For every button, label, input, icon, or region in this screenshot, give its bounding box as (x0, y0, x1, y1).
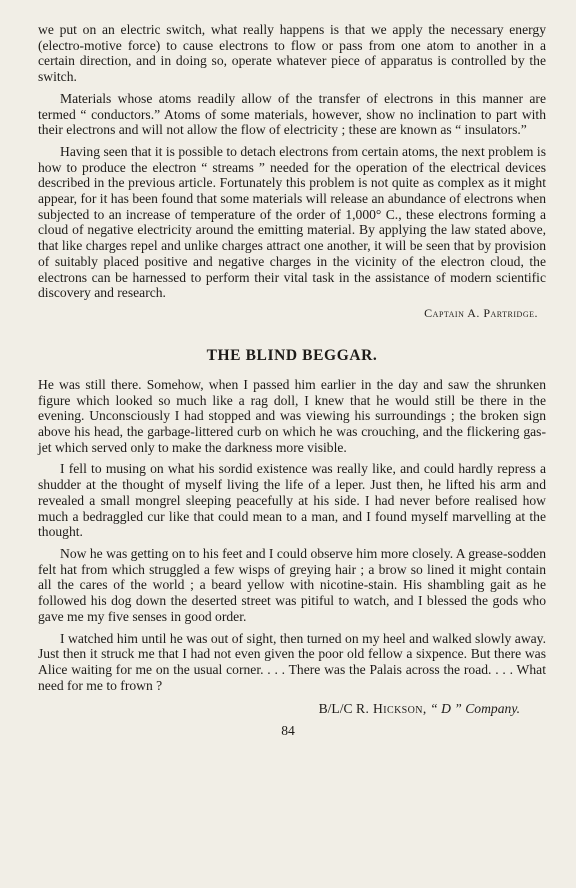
page-number: 84 (281, 723, 295, 739)
paragraph: we put on an electric switch, what really happens is that we apply the necessary energy (electro-motive force) to cause electrons to flow or pass from one atom to another in a certain direction, and in doing so, operate whatever piece of apparatus is controlled by the switch. (38, 22, 546, 85)
signature-name: R. Hickson, (355, 701, 427, 717)
article-blind-beggar (38, 377, 546, 693)
paragraph: Having seen that it is possible to detach electrons from certain atoms, the next problem is how to produce the electron “ streams ” needed for the operation of the electrical devices described in the previous article. Fortunately this problem is not quite as complex as it might appear, for it has been found that some materials will release an abundance of electrons when subjected to an increase of temperature of the order of 1,000° C., these electrons forming a cloud of negative electricity around the emitting material. By applying the law stated above, that like charges repel and unlike charges attract one another, it will be seen that by provision of suitably placed positive and negative charges in the vicinity of the electron cloud, the electrons can be harnessed to perform their vital task in the assistance of modern scientific discovery and research. (38, 143, 546, 301)
paragraph: He was still there. Somehow, when I passed him earlier in the day and saw the shrunken figure which looked so much like a rag doll, I knew that he would still be there in the evening. Unconsciously I had stopped and was viewing his surroundings ; the broken sign above his head, the garbage-littered curb on which he was crouching, and the flickering gas-jet which served only to make the darkness more visible. (38, 376, 546, 455)
signature-company: “ D ” Company. (430, 701, 520, 717)
author-signature: Captain A. Partridge. (424, 305, 538, 320)
paragraph: I fell to musing on what his sordid existence was really like, and could hardly repress a shudder at the thought of myself living the life of a leper. Just then, he lifted his arm and revealed a small mongrel sleeping peacefully at his side. I had never before realised how much a bedraggled cur like that could mean to a man, and I found myself marvelling at the thought. (38, 461, 546, 540)
paragraph: Materials whose atoms readily allow of the transfer of electrons in this manner are termed “ conductors.” Atoms of some materials, however, show no inclination to part with their electrons and will not allow the flow of electricity ; these are known as “ insulators.” (38, 90, 546, 138)
paragraph: I watched him until he was out of sight, then turned on my heel and walked slowly away. Just then it struck me that I had not even given the poor old fellow a sixpence. But there was Alice waiting for me on the usual corner. . . . There was the Palais across the road. . . . What need for me to frown ? (38, 630, 546, 693)
article-title: THE BLIND BEGGAR. (206, 346, 378, 364)
author-signature (38, 701, 546, 717)
signature-rank: B/L/C (318, 701, 353, 717)
paragraph: Now he was getting on to his feet and I could observe him more closely. A grease-sodden felt hat from which struggled a few wisps of greying hair ; a brow so lined it might contain all the cares of the world ; a beard yellow with nicotine-stain. His shambling gait as he followed his dog down the deserted street was pitiful to watch, and I blessed the gods who gave me my five senses in good order. (38, 545, 546, 624)
article-electrons (38, 22, 546, 301)
